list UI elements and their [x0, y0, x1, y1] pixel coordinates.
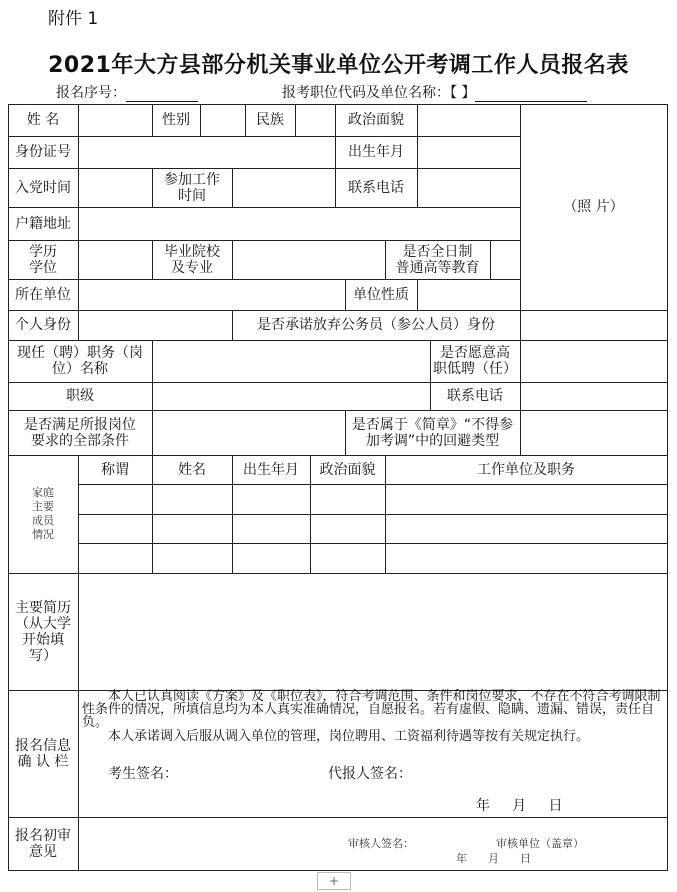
family-cell[interactable] [310, 484, 386, 515]
family-header: 出生年月 [232, 455, 311, 485]
input-id-number[interactable] [78, 136, 336, 169]
family-cell[interactable] [152, 514, 233, 544]
input-household[interactable] [78, 207, 521, 241]
input-work-start[interactable] [232, 168, 336, 208]
family-cell[interactable] [310, 514, 386, 544]
reviewer-signature[interactable]: 审核人签名： [348, 837, 414, 850]
input-employer[interactable] [78, 279, 346, 311]
label-phone: 联系电话 [335, 168, 418, 208]
input-unit-type[interactable] [417, 279, 521, 311]
label-resume: 主要简历 （从大学 开始填 写） [8, 573, 79, 691]
label-review: 报名初审 意见 [8, 817, 79, 871]
input-resume[interactable] [78, 573, 668, 691]
input-education[interactable] [78, 240, 153, 280]
label-birth: 出生年月 [335, 136, 418, 169]
confirm-paragraph-2: 本人承诺调入后服从调入单位的管理，岗位聘用、工资福利待遇等按有关规定执行。 [108, 729, 590, 744]
input-ethnicity[interactable] [295, 104, 336, 137]
position-blank[interactable] [475, 86, 587, 102]
review-content [78, 817, 667, 870]
serial-blank[interactable] [126, 86, 198, 102]
family-cell[interactable] [232, 543, 311, 574]
family-cell[interactable] [152, 484, 233, 515]
label-rank: 职级 [8, 382, 153, 411]
input-birth[interactable] [417, 136, 521, 169]
family-cell[interactable] [78, 543, 153, 574]
input-waive-promise[interactable] [520, 310, 668, 341]
input-fulltime[interactable] [490, 240, 521, 280]
label-id-number: 身份证号 [8, 136, 79, 169]
family-cell[interactable] [232, 484, 311, 515]
label-unit-type: 单位性质 [345, 279, 418, 311]
label-accept-lower: 是否愿意高 职低聘（任） [430, 340, 521, 383]
label-household: 户籍地址 [8, 207, 79, 241]
candidate-signature[interactable]: 考生签名： [108, 766, 178, 782]
photo-cell: （照 片） [520, 104, 668, 311]
add-row-button[interactable]: + [317, 872, 351, 890]
confirm-date: 年 月 日 [476, 798, 563, 814]
serial-label: 报名序号： [56, 85, 126, 101]
family-cell[interactable] [78, 514, 153, 544]
position-field [282, 82, 587, 102]
label-confirm: 报名信息 确 认 栏 [8, 690, 79, 818]
input-identity[interactable] [78, 310, 233, 341]
family-cell[interactable] [385, 543, 668, 574]
family-header: 工作单位及职务 [385, 455, 668, 485]
input-rank[interactable] [152, 382, 431, 411]
label-work-start: 参加工作 时间 [152, 168, 233, 208]
input-accept-lower[interactable] [520, 340, 668, 383]
review-date: 年 月 日 [456, 852, 531, 865]
input-name[interactable] [78, 104, 153, 137]
family-cell[interactable] [385, 484, 668, 515]
family-header: 称谓 [78, 455, 153, 485]
family-cell[interactable] [152, 543, 233, 574]
label-gender: 性别 [152, 104, 201, 137]
label-school: 毕业院校 及专业 [152, 240, 233, 280]
label-family: 家庭 主要 成员 情况 [8, 455, 79, 574]
agent-signature[interactable]: 代报人签名： [328, 766, 412, 782]
review-unit-stamp: 审核单位（盖章） [496, 837, 584, 850]
label-ethnicity: 民族 [245, 104, 296, 137]
label-phone-2: 联系电话 [430, 382, 521, 411]
input-meet-conditions[interactable] [152, 410, 346, 456]
input-phone-2[interactable] [520, 382, 668, 411]
family-cell[interactable] [232, 514, 311, 544]
label-avoidance: 是否属于《简章》“不得参 加考调”中的回避类型 [345, 410, 521, 456]
family-cell[interactable] [310, 543, 386, 574]
label-education: 学历 学位 [8, 240, 79, 280]
label-meet-conditions: 是否满足所报岗位 要求的全部条件 [8, 410, 153, 456]
input-political[interactable] [417, 104, 521, 137]
serial-field [56, 82, 198, 102]
label-political: 政治面貌 [335, 104, 418, 137]
confirmation-content [78, 690, 667, 817]
form-title: 2021年大方县部分机关事业单位公开考调工作人员报名表 [48, 53, 629, 78]
input-current-post[interactable] [152, 340, 431, 383]
label-party-date: 入党时间 [8, 168, 79, 208]
confirm-paragraph-1: 本人已认真阅读《方案》及《职位表》，符合考调范围、条件和岗位要求，不存在不符合考调限制性条件的情况，所填信息均为本人真实准确情况，自愿报名。若有虚假、隐瞒、遗漏、错误，责任自负。 [82, 689, 661, 730]
label-employer: 所在单位 [8, 279, 79, 311]
input-avoidance[interactable] [520, 410, 668, 456]
input-gender[interactable] [200, 104, 246, 137]
label-waive-promise: 是否承诺放弃公务员（参公人员）身份 [232, 310, 521, 341]
family-cell[interactable] [78, 484, 153, 515]
position-label: 报考职位代码及单位名称：【 】 [282, 85, 476, 101]
input-phone[interactable] [417, 168, 521, 208]
family-cell[interactable] [385, 514, 668, 544]
family-header: 姓名 [152, 455, 233, 485]
family-header: 政治面貌 [310, 455, 386, 485]
input-school[interactable] [232, 240, 386, 280]
label-identity: 个人身份 [8, 310, 79, 341]
label-current-post: 现任（聘）职务（岗 位）名称 [8, 340, 153, 383]
label-name: 姓 名 [8, 104, 79, 137]
input-party-date[interactable] [78, 168, 153, 208]
label-fulltime: 是否全日制 普通高等教育 [385, 240, 491, 280]
annex-label: 附件 1 [48, 9, 99, 29]
